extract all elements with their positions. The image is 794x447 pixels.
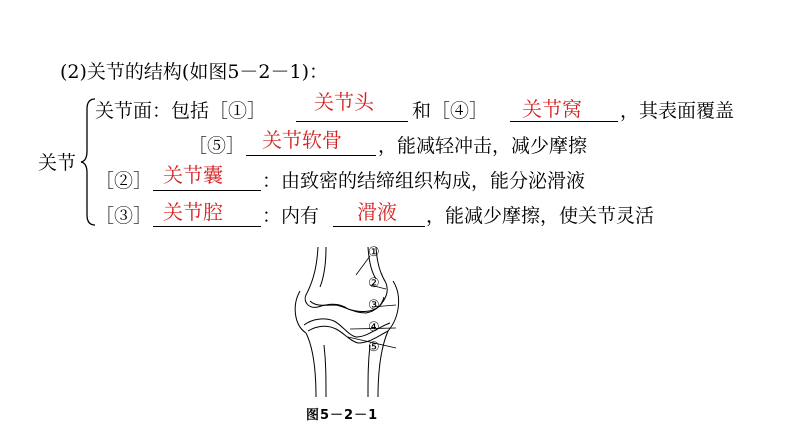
joint-diagram	[290, 245, 430, 400]
blank-line	[333, 226, 425, 227]
line4-suffix: ，能减少摩擦，使关节灵活	[426, 205, 655, 227]
label-3: ③	[368, 298, 380, 313]
answer-joint-socket: 关节窝	[522, 97, 582, 121]
blank-line	[153, 190, 261, 191]
line1-prefix: 关节面：包括［①］	[95, 100, 267, 122]
label-5: ⑤	[368, 340, 380, 355]
blank-line	[510, 121, 618, 122]
line1-suffix: ，其表面覆盖	[620, 100, 735, 122]
answer-articular-cartilage: 关节软骨	[262, 128, 342, 152]
blank-line	[153, 226, 261, 227]
line2-suffix: ，能减轻冲击，减少摩擦	[378, 135, 588, 157]
line3-suffix: ：由致密的结缔组织构成，能分泌滑液	[262, 170, 586, 192]
label-1: ①	[368, 245, 380, 260]
line1-mid: 和［④］	[412, 100, 489, 122]
answer-joint-capsule: 关节囊	[163, 163, 223, 187]
label-4: ④	[368, 320, 380, 335]
blank-line	[246, 155, 376, 156]
answer-synovial-fluid: 滑液	[357, 200, 397, 224]
line2-prefix: ［⑤］	[188, 135, 246, 157]
line4-mid: ：内有	[262, 205, 320, 227]
question-heading: (2)关节的结构(如图5－2－1)：	[60, 61, 329, 83]
brace-label: 关节	[38, 152, 77, 174]
label-2: ②	[368, 276, 380, 291]
answer-joint-cavity: 关节腔	[163, 200, 223, 224]
answer-joint-head: 关节头	[314, 90, 374, 114]
blank-line	[296, 121, 408, 122]
line4-prefix: ［③］	[95, 205, 153, 227]
line3-prefix: ［②］	[95, 170, 153, 192]
figure-caption: 图5－2－1	[306, 408, 379, 423]
